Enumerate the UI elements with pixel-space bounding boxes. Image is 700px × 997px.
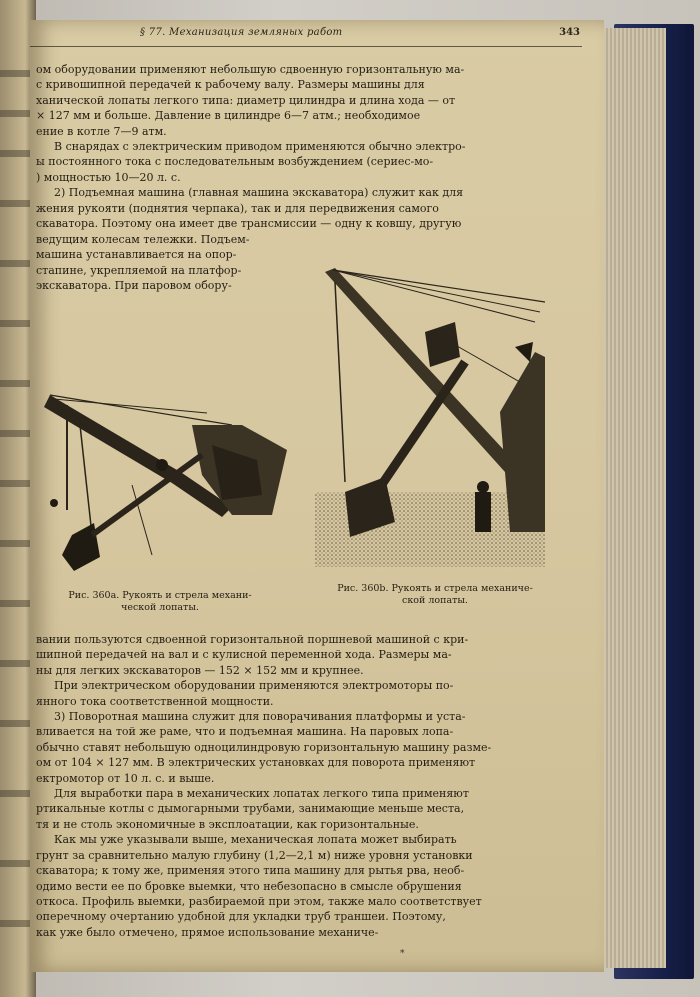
text-line: ведущим колесам тележки. Подъем- bbox=[36, 233, 250, 246]
text-line: янного тока соответственной мощности. bbox=[36, 694, 274, 708]
text-line: шипной передачей на вал и с кулисной переменной хода. Размеры ма- bbox=[36, 648, 452, 662]
text-line: ны для легких экскаваторов — 152 × 152 мм и крупнее. bbox=[36, 663, 364, 677]
text-line: ение в котле 7—9 атм. bbox=[36, 124, 167, 138]
text-line: ом от 104 × 127 мм. В электрических установках для поворота применяют bbox=[36, 756, 476, 770]
figure-360b-illustration bbox=[315, 262, 545, 572]
text-line: вливается на той же раме, что и подъемная машина. На паровых лопа- bbox=[36, 725, 454, 739]
text-line: экскаватора. При паровом обору- bbox=[36, 279, 232, 293]
text-line: ханической лопаты легкого типа: диаметр цилиндра и длина хода — от bbox=[36, 93, 456, 107]
figure-360a-caption bbox=[40, 590, 280, 614]
text-line: стапине, укрепляемой на платфор- bbox=[36, 263, 242, 277]
text-line: как уже было отмечено, прямое использование механиче- bbox=[36, 925, 379, 939]
text-line: вании пользуются сдвоенной горизонтальной поршневой машиной с кри- bbox=[36, 633, 469, 646]
text-line: откоса. Профиль выемки, разбираемой при этом, также мало соответствует bbox=[36, 894, 482, 908]
header-rule bbox=[30, 46, 582, 47]
running-header bbox=[140, 27, 580, 41]
text-line: жения рукояти (поднятия черпака), так и для передвижения самого bbox=[36, 201, 439, 215]
text-line: При электрическом оборудовании применяются электромоторы по- bbox=[54, 679, 454, 693]
text-line: с кривошипной передачей к рабочему валу. Размеры машины для bbox=[36, 78, 425, 92]
bottom-text-block bbox=[36, 632, 546, 940]
text-line: Для выработки пара в механических лопатах легкого типа применяют bbox=[54, 787, 469, 801]
side-text-block bbox=[36, 232, 276, 294]
header-title: § 77. Механизация земляных работ bbox=[140, 27, 343, 38]
text-line: одимо вести ее по бровке выемки, что небезопасно в смысле обрушения bbox=[36, 879, 462, 893]
text-line: ртикальные котлы с дымогарными трубами, занимающие меньше места, bbox=[36, 802, 465, 816]
text-line: × 127 мм и больше. Давление в цилиндре 6—7 атм.; необходимое bbox=[36, 109, 421, 123]
caption-line: Рис. 360b. Рукоять и стрела механиче- bbox=[337, 583, 533, 594]
text-line: тя и не столь экономичные в эксплоатации, как горизонтальные. bbox=[36, 817, 419, 831]
text-line: 3) Поворотная машина служит для поворачивания платформы и уста- bbox=[54, 710, 466, 724]
top-text-block bbox=[36, 62, 546, 231]
text-line: скаватора; к тому же, применяя этого типа машину для рытья рва, необ- bbox=[36, 864, 465, 878]
figure-360a-illustration bbox=[32, 385, 297, 580]
text-line: 2) Подъемная машина (главная машина экскаватора) служит как для bbox=[54, 186, 464, 200]
caption-line: ческой лопаты. bbox=[121, 602, 199, 613]
caption-line: Рис. 360а. Рукоять и стрела механи- bbox=[68, 590, 252, 601]
text-line: ) мощностью 10—20 л. с. bbox=[36, 170, 181, 184]
text-line: обычно ставят небольшую одноцилиндровую горизонтальную машину разме- bbox=[36, 740, 492, 754]
text-line: ом оборудовании применяют небольшую сдвоенную горизонтальную ма- bbox=[36, 63, 465, 76]
text-line: скаватора. Поэтому она имеет две трансмиссии — одну к ковшу, другую bbox=[36, 217, 462, 231]
page-edges bbox=[598, 28, 666, 968]
text-line: В снарядах с электрическим приводом применяются обычно электро- bbox=[54, 140, 466, 154]
footer-mark: * bbox=[400, 949, 405, 959]
text-line: Как мы уже указывали выше, механическая лопата может выбирать bbox=[54, 833, 457, 847]
text-line: машина устанавливается на опор- bbox=[36, 248, 237, 262]
text-line: ы постоянного тока с последовательным возбуждением (сериес-мо- bbox=[36, 155, 434, 169]
caption-line: ской лопаты. bbox=[402, 595, 468, 606]
figure-360b-caption bbox=[310, 583, 560, 607]
text-line: ектромотор от 10 л. с. и выше. bbox=[36, 771, 215, 785]
text-line: грунт за сравнительно малую глубину (1,2—2,1 м) ниже уровня установки bbox=[36, 848, 473, 862]
page-number: 343 bbox=[559, 27, 580, 38]
text-line: оперечному очертанию удобной для укладки труб траншеи. Поэтому, bbox=[36, 910, 446, 924]
